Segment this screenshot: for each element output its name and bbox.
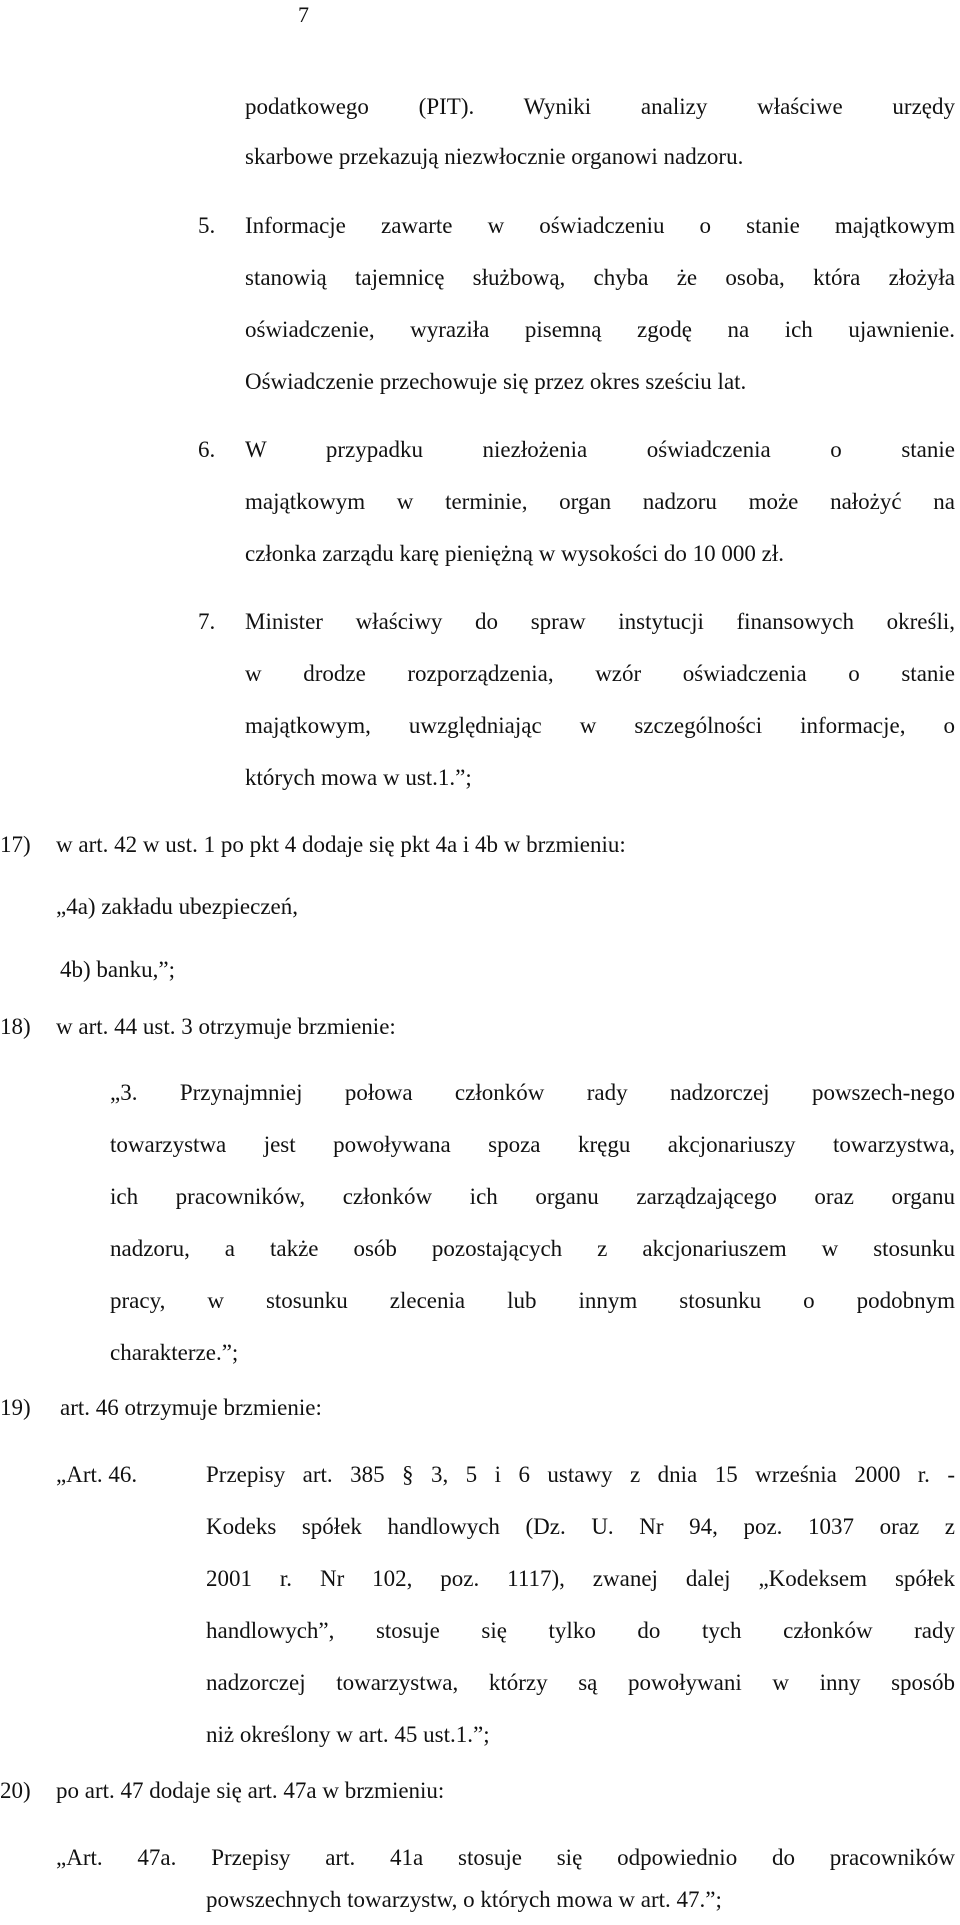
point19-text: art. 46 otrzymuje brzmienie: [60,1395,322,1420]
item7-line-2: w drodze rozporządzenia, wzór oświadczenia o stanie [245,661,955,686]
point19-line-5: nadzorczej towarzystwa, którzy są powoływani w inny sposób [206,1670,955,1695]
item5-line-1: Informacje zawarte w oświadczeniu o stanie majątkowym [245,213,955,238]
point19-line-2: Kodeks spółek handlowych (Dz. U. Nr 94, poz. 1037 oraz z [206,1514,955,1539]
point19-line-6: niż określony w art. 45 ust.1.”; [206,1722,490,1747]
point19-line-1: Przepisy art. 385 § 3, 5 i 6 ustawy z dnia 15 września 2000 r. - [206,1462,955,1487]
item7-line-3: majątkowym, uwzględniając w szczególności informacje, o [245,713,955,738]
item6-number: 6. [198,437,216,462]
point17-quote-2: 4b) banku,”; [60,957,175,982]
point20-number: 20) [0,1778,31,1803]
item6-line-3: członka zarządu karę pieniężną w wysokości do 10 000 zł. [245,541,785,566]
item6-line-2: majątkowym w terminie, organ nadzoru może nałożyć na [245,489,955,514]
item5-line-3: oświadczenie, wyraziła pisemną zgodę na ich ujawnienie. [245,317,955,342]
point20-line-2: powszechnych towarzystw, o których mowa w art. 47.”; [206,1887,722,1912]
point18-line-3: ich pracowników, członków ich organu zarządzającego oraz organu [110,1184,955,1209]
point18-line-5: pracy, w stosunku zlecenia lub innym stosunku o podobnym [110,1288,955,1313]
item7-line-1: Minister właściwy do spraw instytucji finansowych określi, [245,609,955,634]
point19-line-3: 2001 r. Nr 102, poz. 1117), zwanej dalej „Kodeksem spółek [206,1566,955,1591]
point18-number: 18) [0,1014,31,1039]
point19-number: 19) [0,1395,31,1420]
item4-line-1: podatkowego (PIT). Wyniki analizy właściwe urzędy [245,94,955,119]
item7-number: 7. [198,609,216,634]
point18-text: w art. 44 ust. 3 otrzymuje brzmienie: [56,1014,396,1039]
item6-line-1: W przypadku niezłożenia oświadczenia o stanie [245,437,955,462]
point20-text: po art. 47 dodaje się art. 47a w brzmieniu: [56,1778,445,1803]
item7-line-4: których mowa w ust.1.”; [245,765,472,790]
point19-line-4: handlowych”, stosuje się tylko do tych członków rady [206,1618,955,1643]
point18-line-1: „3. Przynajmniej połowa członków rady nadzorczej powszech-nego [110,1080,955,1105]
point17-text: w art. 42 w ust. 1 po pkt 4 dodaje się pkt 4a i 4b w brzmieniu: [56,832,626,857]
point20-line-1: „Art. 47a. Przepisy art. 41a stosuje się odpowiednio do pracowników [56,1845,955,1870]
page-number: 7 [298,2,309,27]
item5-line-4: Oświadczenie przechowuje się przez okres sześciu lat. [245,369,747,394]
item5-number: 5. [198,213,216,238]
point18-line-2: towarzystwa jest powoływana spoza kręgu akcjonariuszy towarzystwa, [110,1132,955,1157]
point17-quote-1: „4a) zakładu ubezpieczeń, [56,894,298,919]
point17-number: 17) [0,832,31,857]
item4-line-2: skarbowe przekazują niezwłocznie organowi nadzoru. [245,144,744,169]
point18-line-6: charakterze.”; [110,1340,239,1365]
point18-line-4: nadzoru, a także osób pozostających z akcjonariuszem w stosunku [110,1236,955,1261]
item5-line-2: stanowią tajemnicę służbową, chyba że osoba, która złożyła [245,265,955,290]
point19-article-label: „Art. 46. [56,1462,138,1487]
